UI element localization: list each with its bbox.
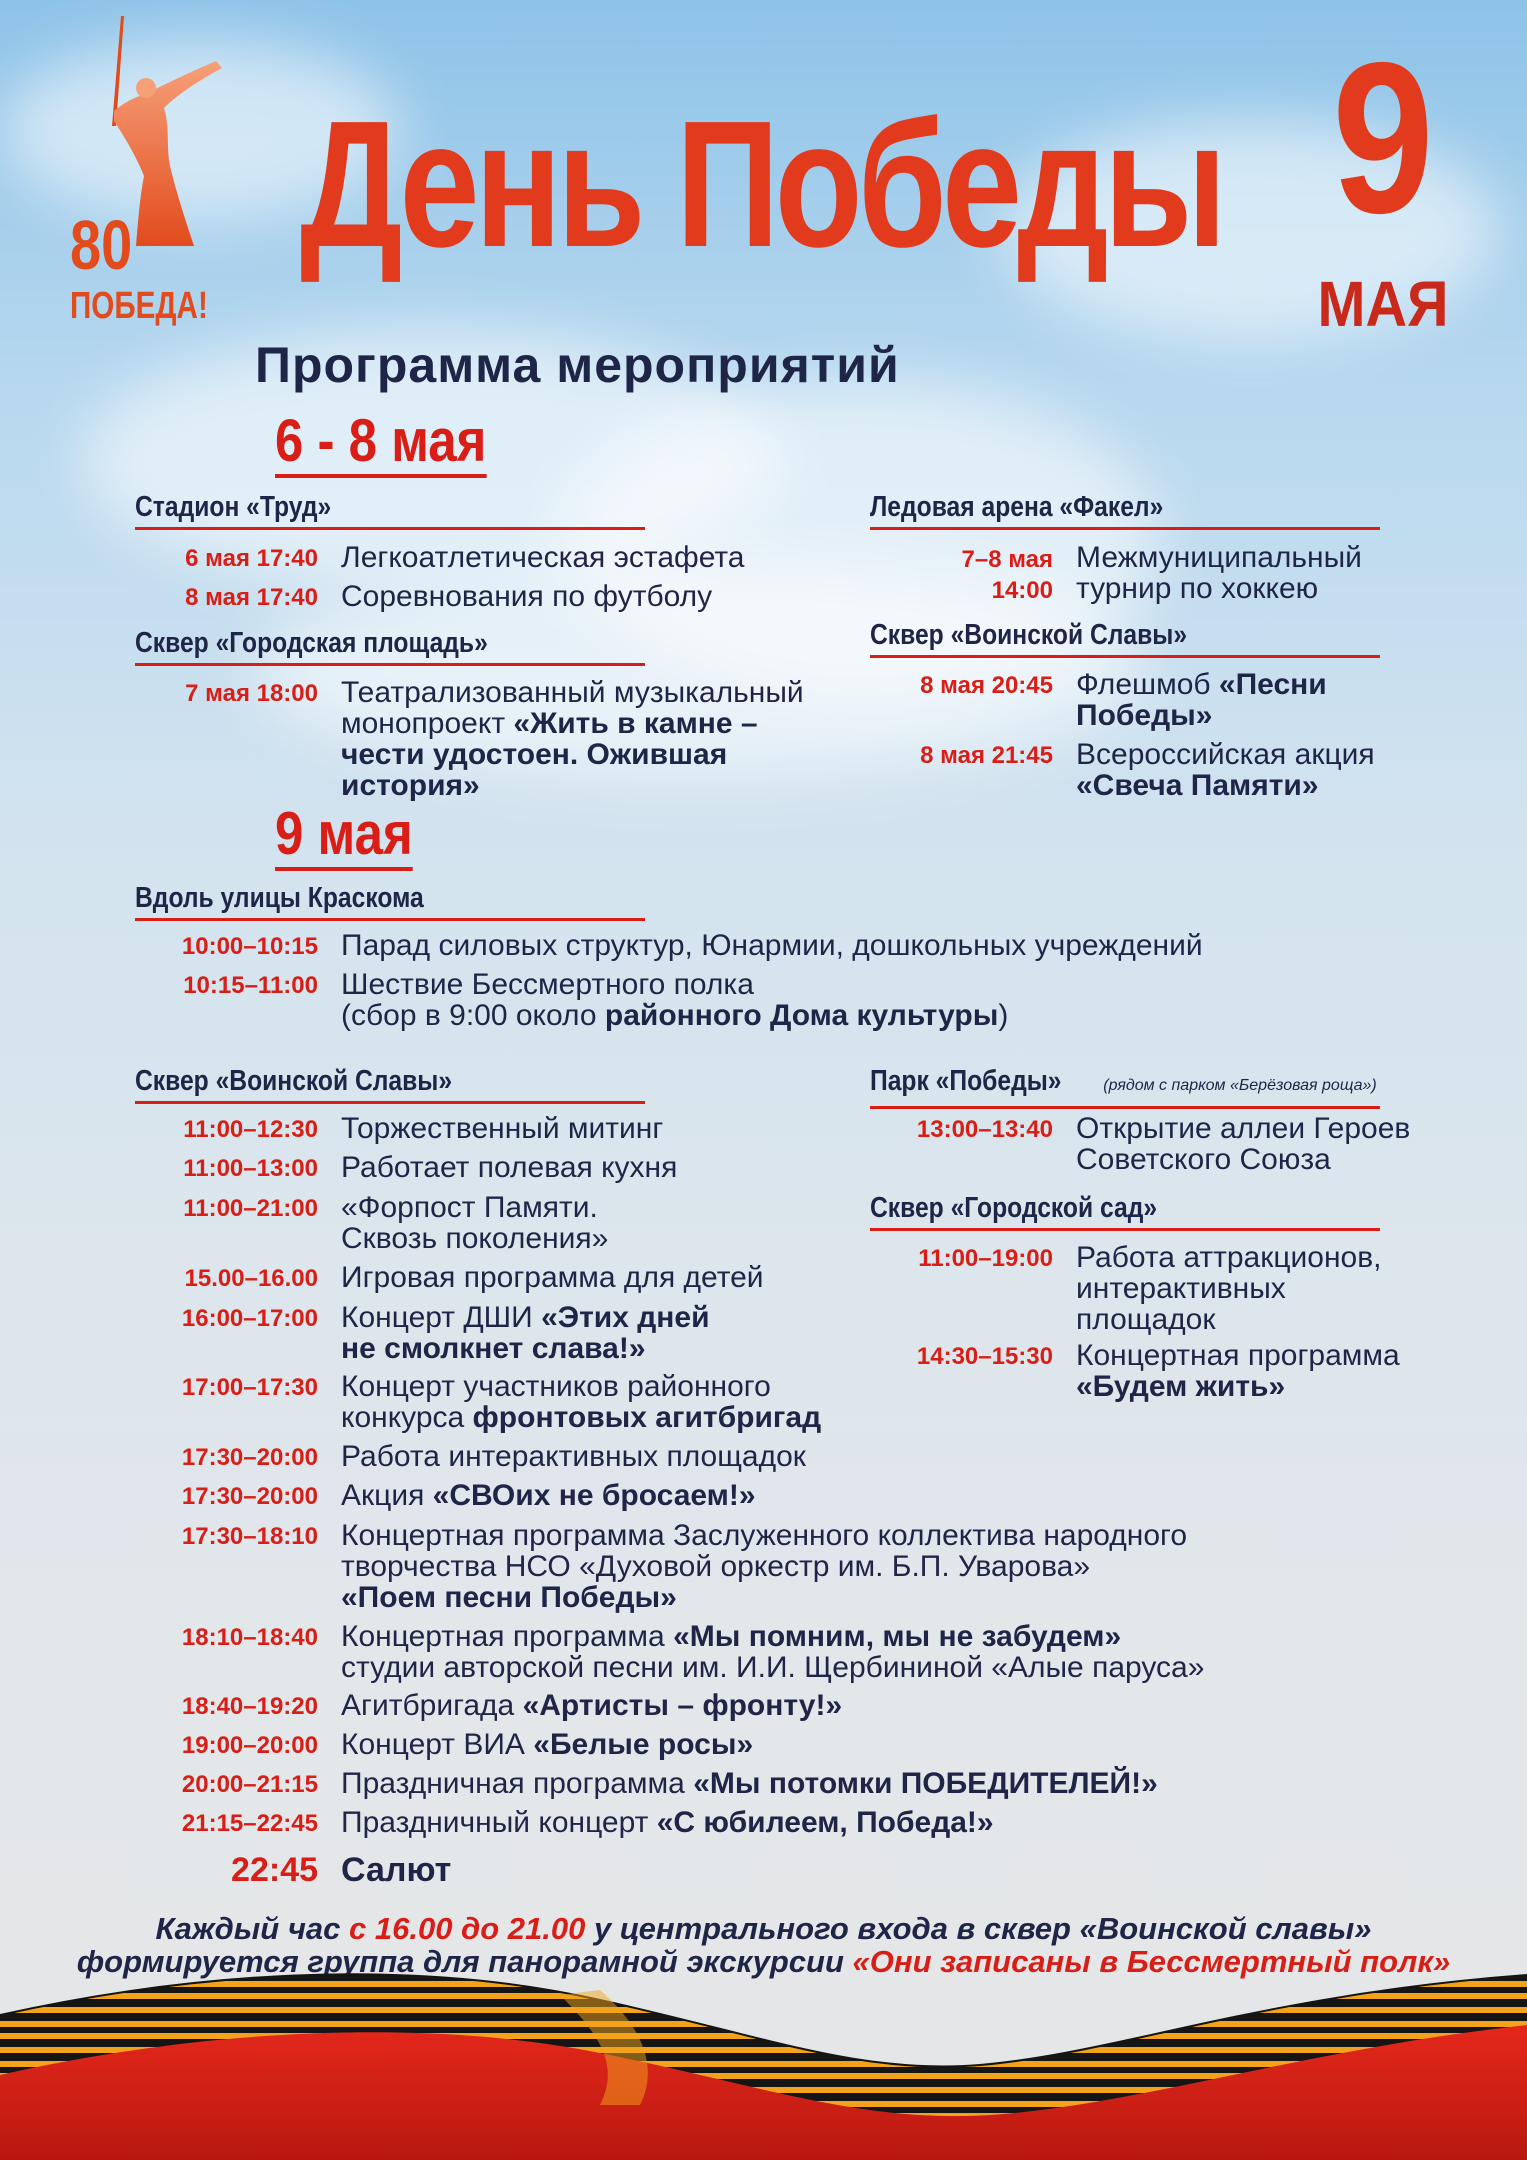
venue-name: Сквер «Воинской Славы» bbox=[135, 1065, 453, 1097]
event-row bbox=[181, 1806, 994, 1839]
event-desc bbox=[1076, 669, 1327, 731]
event-row bbox=[920, 738, 1375, 802]
event-time: 14:30–15:30 bbox=[916, 1343, 1053, 1370]
desc-line: творчества НСО «Духовой оркестр им. Б.П. Уварова» bbox=[341, 1550, 1091, 1583]
desc-text: (сбор в 9:00 около bbox=[341, 999, 605, 1032]
venue-city-square bbox=[135, 625, 645, 666]
event-time: 11:00–12:30 bbox=[183, 1116, 318, 1143]
desc-bold: «Белые росы» bbox=[533, 1728, 754, 1761]
event-row bbox=[185, 676, 804, 802]
venue-name: Стадион «Труд» bbox=[135, 491, 332, 523]
event-time: 16:00–17:00 bbox=[181, 1305, 318, 1332]
event-row bbox=[183, 1151, 678, 1184]
event-time: 17:30–18:10 bbox=[181, 1523, 318, 1550]
desc-bold: «Песни bbox=[1218, 668, 1327, 701]
desc-bold: «Жить в камне – bbox=[513, 707, 758, 740]
desc-text: Концертная программа bbox=[341, 1620, 674, 1653]
desc-line: Концертная программа bbox=[1076, 1339, 1400, 1372]
logo-number: 80 bbox=[70, 206, 133, 284]
event-time: 19:00–20:00 bbox=[181, 1732, 318, 1759]
event-time: 21:15–22:45 bbox=[181, 1810, 318, 1837]
event-time: 17:30–20:00 bbox=[181, 1444, 318, 1471]
event-desc bbox=[341, 1729, 753, 1760]
event-desc bbox=[341, 1768, 1158, 1799]
desc-bold: районного Дома культуры bbox=[604, 999, 999, 1032]
event-desc bbox=[1076, 1113, 1410, 1175]
desc-bold: «Будем жить» bbox=[1076, 1370, 1286, 1403]
desc-line: Открытие аллеи Героев bbox=[1076, 1112, 1411, 1145]
desc-line bbox=[341, 1582, 1187, 1613]
event-time: 22:45 bbox=[231, 1851, 318, 1889]
footer-text: формируется группа для панорамной экскурсии bbox=[76, 1944, 853, 1979]
event-row-salute bbox=[231, 1850, 452, 1890]
desc-line: Сквозь поколения» bbox=[341, 1222, 609, 1255]
desc-line: «Форпост Памяти. bbox=[341, 1191, 598, 1224]
event-time: 20:00–21:15 bbox=[181, 1771, 318, 1798]
event-time: 11:00–19:00 bbox=[918, 1245, 1053, 1272]
desc-bold: «Поем песни Победы» bbox=[341, 1581, 677, 1614]
event-desc: Легкоатлетическая эстафета bbox=[341, 541, 745, 574]
event-desc: Работает полевая кухня bbox=[341, 1151, 678, 1184]
event-desc bbox=[341, 677, 804, 801]
venue-name: Сквер «Городской сад» bbox=[870, 1192, 1158, 1224]
month-label: МАЯ bbox=[1317, 268, 1449, 340]
desc-line bbox=[341, 1333, 710, 1364]
event-row bbox=[181, 1519, 1188, 1614]
event-row bbox=[181, 1767, 1158, 1800]
st-george-ribbon bbox=[0, 1955, 1527, 2160]
event-row bbox=[181, 1301, 710, 1365]
period2-heading: 9 мая bbox=[275, 801, 413, 871]
logo-text: ПОБЕДА! bbox=[70, 285, 208, 327]
event-desc bbox=[341, 1192, 608, 1254]
venue-military-glory-may9 bbox=[135, 1063, 645, 1104]
venue-fakel bbox=[870, 489, 1380, 530]
event-time: 8 мая 21:45 bbox=[920, 742, 1053, 769]
venue-trud bbox=[135, 489, 645, 530]
event-desc: Игровая программа для детей bbox=[341, 1261, 764, 1294]
event-time: 15.00–16.00 bbox=[184, 1265, 318, 1292]
desc-line: площадок bbox=[1076, 1303, 1216, 1336]
desc-text: Агитбригада bbox=[341, 1689, 523, 1722]
desc-bold: фронтовых агитбригад bbox=[472, 1401, 822, 1434]
desc-bold: «С юбилеем, Победа!» bbox=[656, 1806, 994, 1839]
desc-bold: история» bbox=[341, 769, 480, 802]
event-row bbox=[918, 1241, 1382, 1336]
desc-bold: «Этих дней bbox=[541, 1301, 710, 1334]
venue-name: Ледовая арена «Факел» bbox=[870, 491, 1164, 523]
event-time: 13:00–13:40 bbox=[916, 1116, 1053, 1143]
event-row bbox=[916, 1112, 1411, 1176]
event-row bbox=[183, 968, 1009, 1032]
venue-name: Парк «Победы» bbox=[870, 1065, 1062, 1097]
day-number: 9 bbox=[1332, 17, 1434, 258]
footer-highlight: с 16.00 до 21.00 bbox=[349, 1911, 586, 1946]
event-time: 11:00–21:00 bbox=[183, 1195, 318, 1222]
event-time: 7 мая 18:00 bbox=[185, 680, 318, 707]
footer-text: у центрального входа в сквер «Воинской славы» bbox=[585, 1911, 1372, 1946]
desc-bold: «СВОих не бросаем!» bbox=[432, 1479, 756, 1512]
desc-line: студии авторской песни им. И.И. Щербининой «Алые паруса» bbox=[341, 1651, 1205, 1684]
desc-line: Концертная программа Заслуженного коллектива народного bbox=[341, 1519, 1188, 1552]
event-row bbox=[183, 1191, 609, 1255]
desc-text: Праздничная программа bbox=[341, 1767, 694, 1800]
event-time: 17:30–20:00 bbox=[181, 1483, 318, 1510]
desc-line bbox=[341, 1621, 1204, 1652]
venue-name: Сквер «Воинской Славы» bbox=[870, 619, 1188, 651]
event-time: 8 мая 17:40 bbox=[185, 584, 318, 611]
event-row bbox=[920, 668, 1327, 732]
event-desc bbox=[341, 1690, 842, 1721]
desc-line bbox=[341, 770, 804, 801]
desc-line: Всероссийская акция bbox=[1076, 738, 1375, 771]
event-row bbox=[181, 929, 1203, 962]
event-desc bbox=[1076, 542, 1362, 604]
desc-text: Концерт ДШИ bbox=[341, 1301, 542, 1334]
desc-text: конкурса bbox=[341, 1401, 473, 1434]
desc-line bbox=[1076, 1371, 1400, 1402]
event-row bbox=[185, 580, 713, 613]
venue-name: Сквер «Городская площадь» bbox=[135, 627, 488, 659]
desc-bold: не смолкнет слава!» bbox=[341, 1332, 646, 1365]
event-row bbox=[183, 1112, 664, 1145]
program-subtitle: Программа мероприятий bbox=[255, 337, 900, 393]
event-desc: Парад силовых структур, Юнармии, дошкольных учреждений bbox=[341, 929, 1203, 962]
desc-line: турнир по хоккею bbox=[1076, 572, 1319, 605]
event-time: 11:00–13:00 bbox=[183, 1155, 318, 1182]
event-desc bbox=[341, 1621, 1204, 1683]
desc-bold: «Свеча Памяти» bbox=[1076, 769, 1319, 802]
event-time: 18:40–19:20 bbox=[181, 1693, 318, 1720]
event-desc: Работа интерактивных площадок bbox=[341, 1440, 806, 1473]
desc-bold: Победы» bbox=[1076, 699, 1213, 732]
event-time: 10:15–11:00 bbox=[183, 972, 318, 999]
event-desc: Салют bbox=[341, 1851, 452, 1889]
desc-line bbox=[341, 1000, 1008, 1031]
event-desc bbox=[341, 1520, 1187, 1613]
venue-military-glory bbox=[870, 617, 1380, 658]
venue-victory-park bbox=[870, 1063, 1380, 1109]
desc-line: Театрализованный музыкальный bbox=[341, 676, 804, 709]
event-row bbox=[181, 1620, 1205, 1684]
venue-name: Вдоль улицы Краскома bbox=[135, 882, 424, 914]
event-desc bbox=[341, 1302, 710, 1364]
desc-text: монопроект bbox=[341, 707, 514, 740]
event-row bbox=[185, 541, 745, 574]
desc-line: Советского Союза bbox=[1076, 1143, 1331, 1176]
desc-line bbox=[1076, 669, 1327, 700]
event-desc: Соревнования по футболу bbox=[341, 580, 713, 613]
desc-line bbox=[1076, 700, 1327, 731]
desc-text: Праздничный концерт bbox=[341, 1806, 657, 1839]
desc-line bbox=[341, 708, 804, 739]
event-desc bbox=[341, 1371, 821, 1433]
venue-note: (рядом с парком «Берёзовая роща») bbox=[1103, 1077, 1377, 1094]
event-row bbox=[181, 1440, 806, 1473]
time-line: 14:00 bbox=[991, 577, 1053, 604]
footer-highlight: «Они записаны в Бессмертный полк» bbox=[852, 1944, 1451, 1979]
desc-bold: «Мы помним, мы не забудем» bbox=[673, 1620, 1122, 1653]
desc-line: Работа аттракционов, bbox=[1076, 1241, 1382, 1274]
desc-line: Концерт участников районного bbox=[341, 1370, 771, 1403]
event-desc bbox=[341, 969, 1008, 1031]
event-row bbox=[184, 1261, 764, 1294]
desc-text: ) bbox=[998, 999, 1009, 1032]
desc-line: интерактивных bbox=[1076, 1272, 1286, 1305]
venue-kraskom bbox=[135, 880, 645, 921]
time-line: 7–8 мая bbox=[961, 546, 1053, 573]
desc-line bbox=[341, 1302, 710, 1333]
event-desc bbox=[341, 1807, 994, 1838]
event-time: 8 мая 20:45 bbox=[920, 672, 1053, 699]
desc-bold: «Артисты – фронту!» bbox=[522, 1689, 843, 1722]
event-desc bbox=[1076, 1242, 1381, 1335]
event-time: 18:10–18:40 bbox=[181, 1624, 318, 1651]
desc-text: Концерт ВИА bbox=[341, 1728, 534, 1761]
event-desc: Торжественный митинг bbox=[341, 1112, 664, 1145]
event-desc bbox=[341, 1480, 756, 1511]
desc-text: Флешмоб bbox=[1076, 668, 1219, 701]
desc-line bbox=[1076, 770, 1375, 801]
venue-city-garden bbox=[870, 1190, 1380, 1231]
event-row bbox=[181, 1479, 756, 1512]
event-time: 6 мая 17:40 bbox=[185, 545, 318, 572]
event-time: 10:00–10:15 bbox=[181, 933, 318, 960]
event-time bbox=[962, 544, 1054, 606]
event-row bbox=[961, 541, 1362, 605]
desc-line bbox=[341, 739, 804, 770]
period1-heading: 6 - 8 мая bbox=[275, 408, 486, 478]
desc-line: Межмуниципальный bbox=[1076, 541, 1362, 574]
event-desc bbox=[1076, 1340, 1400, 1402]
event-desc bbox=[1076, 739, 1375, 801]
event-row bbox=[181, 1689, 843, 1722]
footer-text: Каждый час bbox=[155, 1911, 349, 1946]
desc-bold: «Мы потомки ПОБЕДИТЕЛЕЙ!» bbox=[693, 1767, 1158, 1800]
event-row bbox=[916, 1339, 1400, 1403]
event-row bbox=[181, 1728, 754, 1761]
page-title: День Победы bbox=[300, 84, 1223, 285]
desc-line: Шествие Бессмертного полка bbox=[341, 968, 754, 1001]
desc-text: Акция bbox=[341, 1479, 433, 1512]
desc-bold: чести удостоен. Ожившая bbox=[341, 738, 728, 771]
event-row bbox=[181, 1370, 822, 1434]
desc-line bbox=[341, 1402, 821, 1433]
event-time: 17:00–17:30 bbox=[181, 1374, 318, 1401]
